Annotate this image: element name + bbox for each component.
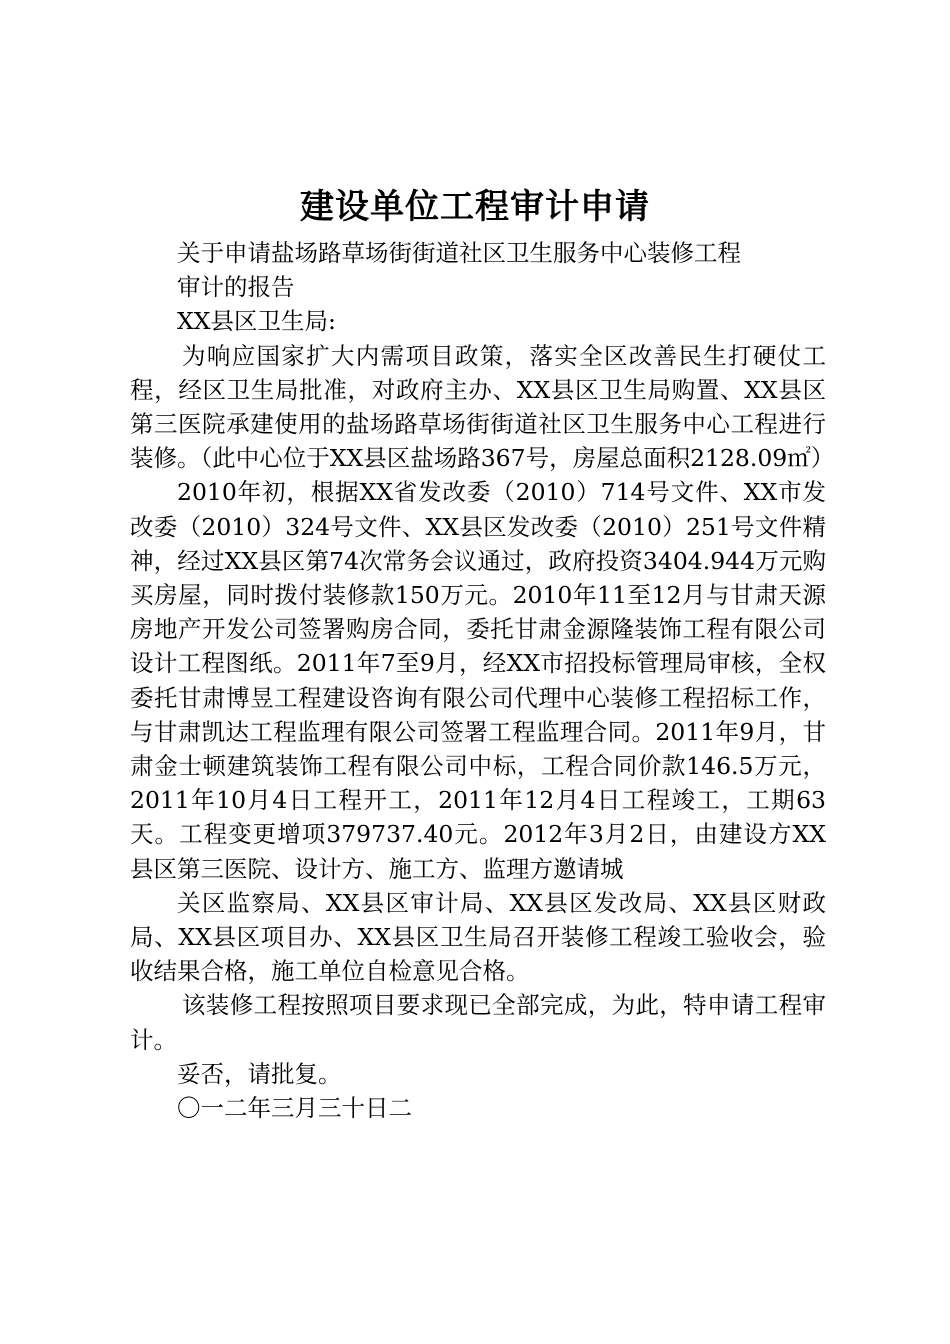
subject-line-1: 关于申请盐场路草场街街道社区卫生服务中心装修工程 [177, 239, 741, 267]
document-body [130, 236, 835, 1125]
document-title: 建设单位工程审计申请 [300, 187, 650, 227]
body-paragraph-4: 该装修工程按照项目要求现已全部完成，为此，特申请工程审计。 [130, 991, 826, 1054]
body-paragraph-3: 关区监察局、XX县区审计局、XX县区发改局、XX县区财政局、XX县区项目办、XX县区卫生局召开装修工程竣工验收会，验收结果合格，施工单位自检意见合格。 [130, 888, 826, 986]
closing-line: 妥否，请批复。 [177, 1059, 342, 1088]
body-paragraph-2: 2010年初，根据XX省发改委（2010）714号文件、XX市发改委（2010）324号文件、XX县区发改委（2010）251号文件精神，经过XX县区第74次常务会议通过，政府投资3404.944万元购买房屋，同时拨付装修款150万元。2010年11至12月与甘肃天源房地产开发公司签署购房合同，委托甘肃金源隆装饰工程有限公司设计工程图纸。2011年7至9月，经XX市招投标管理局审核，全权委托甘肃博昱工程建设咨询有限公司代理中心装修工程招标工作，与甘肃凯达工程监理有限公司签署工程监理合同。2011年9月，甘肃金士顿建筑装饰工程有限公司中标，工程合同价款146.5万元，2011年10月4日工程开工，2011年12月4日工程竣工，工期63天。工程变更增项379737.40元。2012年3月2日，由建设方XX县区第三医院、设计方、施工方、监理方邀请城 [130, 478, 826, 883]
subject-line-2: 审计的报告 [177, 273, 295, 302]
salutation: XX县区卫生局: [177, 307, 336, 336]
document-date: 〇一二年三月三十日二 [177, 1094, 412, 1123]
body-paragraph-1: 为响应国家扩大内需项目政策，落实全区改善民生打硬仗工程，经区卫生局批准，对政府主办、XX县区卫生局购置、XX县区第三医院承建使用的盐场路草场街街道社区卫生服务中心工程进行装修。（此中心位于XX县区盐场路367号，房屋总面积2128.09㎡） [130, 341, 835, 473]
